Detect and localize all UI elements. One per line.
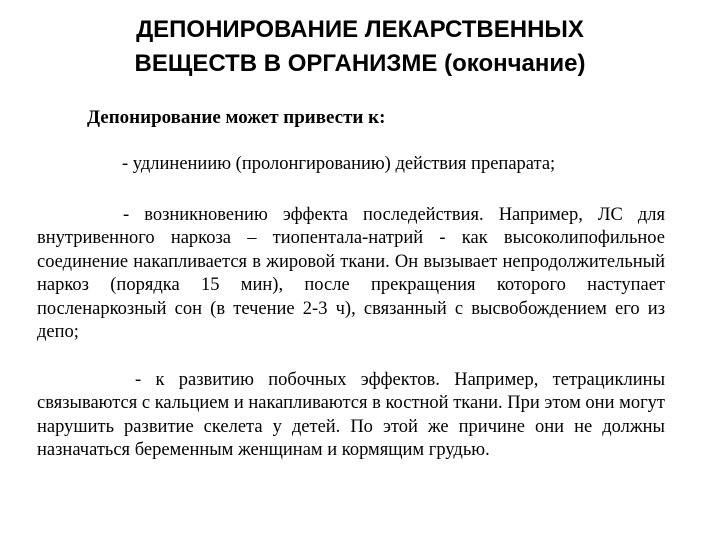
list-item-prolongation: - удлинениию (пролонгированию) действия препарата; bbox=[122, 154, 556, 174]
list-item-side-effects: - к развитию побочных эффектов. Например, тетрациклины связываются с кальцием и накапливаются в костной ткани. При этом они могут нарушить развитие скелета у детей. По этой же причине они не должны назначаться беременным женщинам и кормящим грудью. bbox=[37, 370, 665, 461]
slide-title-line-2: ВЕЩЕСТВ В ОРГАНИЗМЕ (окончание) bbox=[134, 50, 586, 77]
slide-title-line-1: ДЕПОНИРОВАНИЕ ЛЕКАРСТВЕННЫХ bbox=[136, 16, 584, 43]
slide-title bbox=[40, 13, 680, 81]
slide-subtitle: Депонирование может привести к: bbox=[87, 107, 386, 128]
list-item-aftereffect: - возникновению эффекта последействия. Например, ЛС для внутривенного наркоза – тиопентала-натрий - как высоколипофильное соединение накапливается в жировой ткани. Он вызывает непродолжительный наркоз (порядка 15 мин), после прекращения которого наступает посленаркозный сон (в течение 2-3 ч), связанный с высвобождением его из депо; bbox=[37, 205, 665, 343]
